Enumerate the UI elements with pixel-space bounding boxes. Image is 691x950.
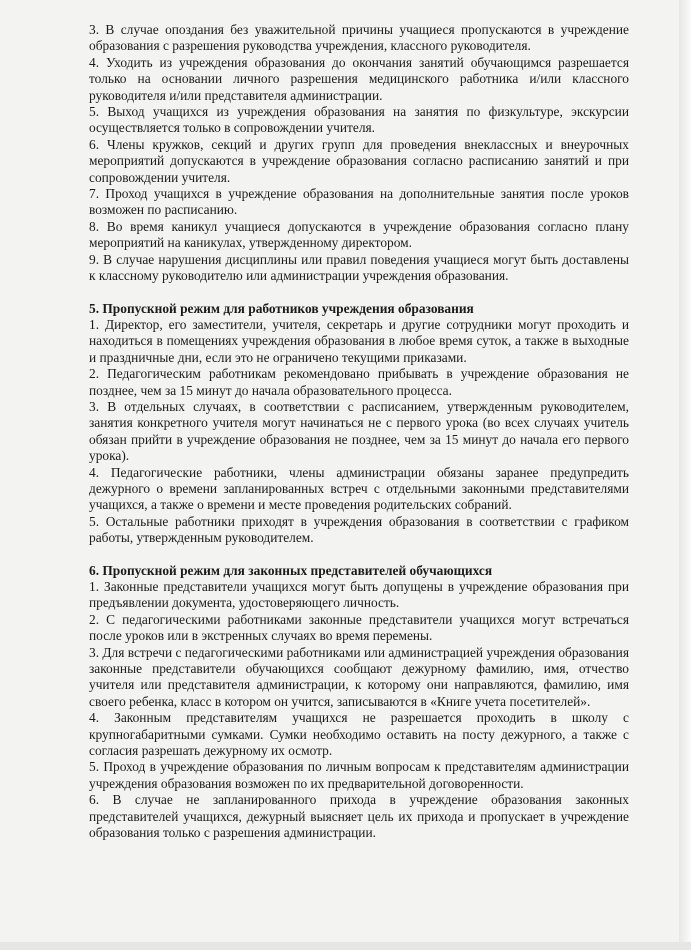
paragraph: 9. В случае нарушения дисциплины или правил поведения учащиеся могут быть доставлены к классному руководителю или администрации учреждения образования. xyxy=(89,251,629,284)
section-5 xyxy=(89,301,629,547)
paragraph: 3. Для встречи с педагогическими работниками или администрацией учреждения образования законные представители обучающихся сообщают дежурному фамилию, имя, отчество учителя или представителя администрации, к которому они направляются, фамилию, имя своего ребенка, класс в котором он учится, записываются в «Книге учета посетителей». xyxy=(89,644,629,709)
paragraph: 6. Члены кружков, секций и других групп для проведения внеклассных и внеурочных мероприятий допускаются в учреждение образования согласно расписанию занятий и при сопровождении учителя. xyxy=(89,136,629,185)
paragraph: 2. Педагогическим работникам рекомендовано прибывать в учреждение образования не позднее, чем за 15 минут до начала образовательного процесса. xyxy=(89,366,629,398)
paragraph: 4. Педагогические работники, члены администрации обязаны заранее предупредить дежурного о времени запланированных встреч с отдельными законными представителями учащихся, а также о времени и месте проведения родительских собраний. xyxy=(89,464,629,513)
paragraph: 5. Остальные работники приходят в учреждения образования в соответствии с графиком работы, утвержденным руководителем. xyxy=(89,513,629,546)
paragraph: 8. Во время каникул учащиеся допускаются в учреждение образования согласно плану мероприятий на каникулах, утвержденному директором. xyxy=(89,218,629,251)
paragraph: 4. Уходить из учреждения образования до окончания занятий обучающимся разрешается только на основании личного разрешения медицинского работника и/или классного руководителя и/или представителя администрации. xyxy=(89,54,629,103)
paragraph: 6. В случае не запланированного прихода в учреждение образования законных представителей учащихся, дежурный выясняет цель их прихода и пропускает в учреждение образования только с разрешения администрации. xyxy=(89,792,629,841)
document-body xyxy=(89,22,629,842)
paragraph: 1. Директор, его заместители, учителя, секретарь и другие сотрудники могут проходить и находиться в помещениях учреждения образования в любое время суток, а также в выходные и праздничные дни, если это не ограничено текущими приказами. xyxy=(89,316,629,365)
paragraph: 4. Законным представителям учащихся не разрешается проходить в школу с крупногабаритными сумками. Сумки необходимо оставить на посту дежурного, а также с согласия разрешать дежурному их осмотр. xyxy=(89,710,629,759)
paragraph: 2. С педагогическими работниками законные представители учащихся могут встречаться после уроков или в экстренных случаях во время перемены. xyxy=(89,611,629,644)
page-bottom-edge xyxy=(0,942,691,950)
paragraph: 7. Проход учащихся в учреждение образования на дополнительные занятия после уроков возможен по расписанию. xyxy=(89,186,629,218)
students-rules-continued xyxy=(89,22,629,285)
paragraph: 3. В случае опоздания без уважительной причины учащиеся пропускаются в учреждение образования с разрешения руководства учреждения, классного руководителя. xyxy=(89,22,629,54)
paragraph: 1. Законные представители учащихся могут быть допущены в учреждение образования при предъявлении документа, удостоверяющего личность. xyxy=(89,579,629,611)
section-6-title: 6. Пропускной режим для законных представителей обучающихся xyxy=(89,562,493,578)
page-edge-shadow xyxy=(679,0,691,950)
section-6 xyxy=(89,563,629,842)
paragraph: 3. В отдельных случаях, в соответствии с расписанием, утвержденным руководителем, занятия конкретного учителя могут начинаться не с первого урока (во всех случаях учитель обязан прийти в учреждение образования не позднее, чем за 15 минут до начала его первого урока). xyxy=(89,398,629,464)
section-5-title: 5. Пропускной режим для работников учреждения образования xyxy=(89,300,474,316)
paragraph: 5. Выход учащихся из учреждения образования на занятия по физкультуре, экскурсии осуществляется только в сопровождении учителя. xyxy=(89,104,629,136)
paragraph: 5. Проход в учреждение образования по личным вопросам к представителям администрации учреждения образования возможен по их предварительной договоренности. xyxy=(89,759,629,791)
